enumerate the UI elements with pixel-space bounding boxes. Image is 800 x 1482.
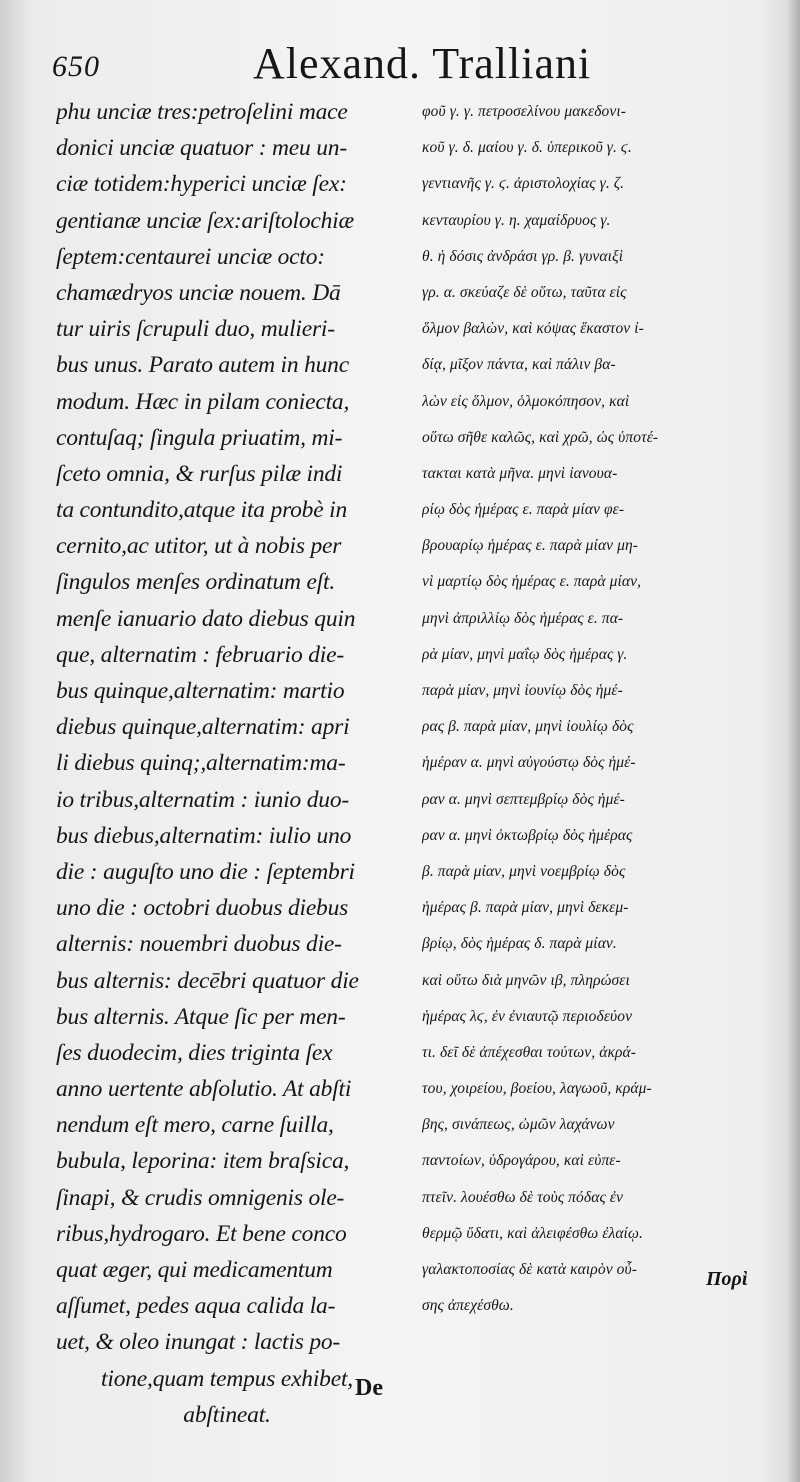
latin-text-line: bus alternis. Atque ſic per men- <box>56 1003 346 1030</box>
latin-text-line: quat æger, qui medicamentum <box>56 1257 333 1283</box>
latin-text-line: li diebus quinq;,alternatim:ma- <box>56 750 346 777</box>
greek-text-line: του, χοιρείου, βοείου, λαγωοῦ, κράμ- <box>422 1080 652 1098</box>
greek-text-line: ἡμέρας λϛ, ἐν ἐνιαυτῷ περιοδεύον <box>422 1007 633 1025</box>
greek-text-line: κοῦ γ. δ. μαίου γ. δ. ὑπερικοῦ γ. ϛ. <box>422 139 632 157</box>
latin-text-line: bus diebus,alternatim: iulio uno <box>56 822 352 849</box>
greek-text-line: νὶ μαρτίῳ δὸς ἡμέρας ε. παρὰ μίαν, <box>422 573 642 591</box>
latin-text-line: bus unus. Parato autem in hunc <box>56 352 349 379</box>
greek-text-line: τακται κατὰ μῆνα. μηνὶ ἰανουα- <box>422 464 618 482</box>
latin-text-line: ſeptem:centaurei unciæ octo: <box>56 243 325 270</box>
latin-text-line: ſes duodecim, dies triginta ſex <box>56 1039 333 1066</box>
greek-text-line: ραν α. μηνὶ ὀκτωβρίῳ δὸς ἡμέρας <box>422 826 633 844</box>
latin-text-line: bus alternis: decēbri quatuor die <box>56 967 359 994</box>
greek-text-line: μηνὶ ἀπριλλίῳ δὸς ἡμέρας ε. πα- <box>422 609 624 627</box>
latin-text-line: uno die : octobri duobus diebus <box>56 895 349 922</box>
latin-text-line: die : auguſto uno die : ſeptembri <box>56 858 355 885</box>
page-number: 650 <box>52 50 100 83</box>
greek-catchword: Πορὶ <box>706 1268 748 1290</box>
latin-text-line: alternis: nouembri duobus die- <box>56 931 342 958</box>
greek-text-line: βης, σινάπεως, ὠμῶν λαχάνων <box>422 1116 615 1134</box>
latin-text-line: uet, & oleo inungat : lactis po- <box>56 1329 341 1356</box>
greek-text-line: τι. δεῖ δὲ ἀπέχεσθαι τούτων, ἀκρά- <box>422 1043 637 1061</box>
latin-text-line: cernito,ac utitor, ut à nobis per <box>56 533 342 560</box>
latin-text-line: modum. Hæc in pilam coniecta, <box>56 388 350 415</box>
latin-text-line: nendum eſt mero, carne ſuilla, <box>56 1112 334 1139</box>
latin-text-line: diebus quinque,alternatim: apri <box>56 714 350 741</box>
greek-text-line: ραν α. μηνὶ σεπτεμβρίῳ δὸς ἡμέ- <box>422 790 625 808</box>
latin-text-line: gentianæ unciæ ſex:ariſtolochiæ <box>56 207 354 234</box>
latin-text-line: aſſumet, pedes aqua calida la- <box>56 1293 336 1320</box>
latin-text-line: ſingulos menſes ordinatum eſt. <box>56 569 336 596</box>
latin-text-line: ribus,hydrogaro. Et bene conco <box>56 1220 347 1247</box>
greek-text-line: ἡμέραν α. μηνὶ αὐγούστῳ δὸς ἡμέ- <box>422 754 636 772</box>
latin-text-line: phu unciæ tres:petroſelini mace <box>56 99 348 125</box>
greek-text-line: παρὰ μίαν, μηνὶ ἰουνίῳ δὸς ἡμέ- <box>422 682 623 699</box>
latin-text-line: chamædryos unciæ nouem. Dā <box>56 279 341 306</box>
greek-text-line: φοῦ γ. γ. πετροσελίνου μακεδονι- <box>422 103 626 120</box>
latin-text-line: bubula, leporina: item braſsica, <box>56 1148 350 1175</box>
greek-text-line: ὅλμον βαλὼν, καὶ κόψας ἕκαστον ἰ- <box>422 320 644 338</box>
latin-text-line: ſinapi, & crudis omnigenis ole- <box>56 1184 345 1211</box>
greek-text-line: βρίῳ, δὸς ἡμέρας δ. παρὰ μίαν. <box>422 935 617 953</box>
latin-text-line: tione,quam tempus exhibet, <box>101 1365 353 1392</box>
greek-text-line: ρίῳ δὸς ἡμέρας ε. παρὰ μίαν φε- <box>422 501 625 519</box>
latin-text-line: abſtineat. <box>183 1401 271 1428</box>
latin-text-line: tur uiris ſcrupuli duo, mulieri- <box>56 316 335 343</box>
greek-text-line: γεντιανῆς γ. ϛ. ἀριστολοχίας γ. ζ. <box>422 175 625 193</box>
latin-text-line: menſe ianuario dato diebus quin <box>56 605 356 632</box>
greek-text-line: παντοίων, ὑδρογάρου, καὶ εὐπε- <box>422 1152 621 1170</box>
running-head: Alexand. Tralliani <box>253 39 592 88</box>
greek-text-line: β. παρὰ μίαν, μηνὶ νοεμβρίῳ δὸς <box>422 862 626 880</box>
latin-text-line: ſceto omnia, & rurſus pilæ indi <box>56 460 343 487</box>
greek-text-line: γαλακτοποσίας δὲ κατὰ καιρὸν οὖ- <box>422 1261 637 1278</box>
latin-column <box>56 94 408 1433</box>
page-edge-shadow <box>786 0 800 1482</box>
greek-text-line: θ. ἡ δόσις ἀνδράσι γρ. β. γυναιξὶ <box>422 247 624 265</box>
latin-text-line: contuſaq; ſingula priuatim, mi- <box>56 424 343 451</box>
greek-text-line: οὕτω σῆθε καλῶς, καὶ χρῶ, ὡς ὑποτέ- <box>422 428 659 446</box>
greek-text-line: σης ἀπεχέσθω. <box>422 1297 514 1315</box>
greek-text-line: θερμῷ ὕδατι, καὶ ἀλειφέσθω ἐλαίῳ. <box>422 1224 643 1242</box>
greek-text-line: λὼν εἰς ὅλμον, ὁλμοκόπησον, καὶ <box>422 392 630 410</box>
latin-text-line: anno uertente abſolutio. At abſti <box>56 1076 352 1103</box>
greek-text-line: γρ. α. σκεύαζε δὲ οὕτω, ταῦτα εἰς <box>422 283 627 301</box>
greek-text-line: πτεῖν. λουέσθω δὲ τοὺς πόδας ἐν <box>422 1188 623 1206</box>
greek-text-line: βρουαρίῳ ἡμέρας ε. παρὰ μίαν μη- <box>422 537 639 555</box>
greek-text-line: ρας β. παρὰ μίαν, μηνὶ ἰουλίῳ δὸς <box>422 718 634 736</box>
latin-text-line: bus quinque,alternatim: martio <box>56 678 345 704</box>
greek-text-line: καὶ οὕτω διὰ μηνῶν ιβ, πληρώσει <box>422 971 630 989</box>
latin-catchword: De <box>355 1375 383 1401</box>
greek-column <box>422 94 774 1324</box>
greek-text-line: κενταυρίου γ. η. χαμαίδρυος γ. <box>422 211 611 229</box>
latin-text-line: ciæ totidem:hyperici unciæ ſex: <box>56 171 347 198</box>
greek-text-line: δίᾳ, μῖξον πάντα, καὶ πάλιν βα- <box>422 356 616 374</box>
latin-text-line: donici unciæ quatuor : meu un- <box>56 135 347 162</box>
greek-text-line: ρὰ μίαν, μηνὶ μαΐῳ δὸς ἡμέρας γ. <box>422 645 628 663</box>
latin-text-line: io tribus,alternatim : iunio duo- <box>56 786 350 813</box>
greek-text-line: ἡμέρας β. παρὰ μίαν, μηνὶ δεκεμ- <box>422 899 629 917</box>
latin-text-line: ta contundito,atque ita probè in <box>56 497 348 524</box>
latin-text-line: que, alternatim : februario die- <box>56 641 344 668</box>
